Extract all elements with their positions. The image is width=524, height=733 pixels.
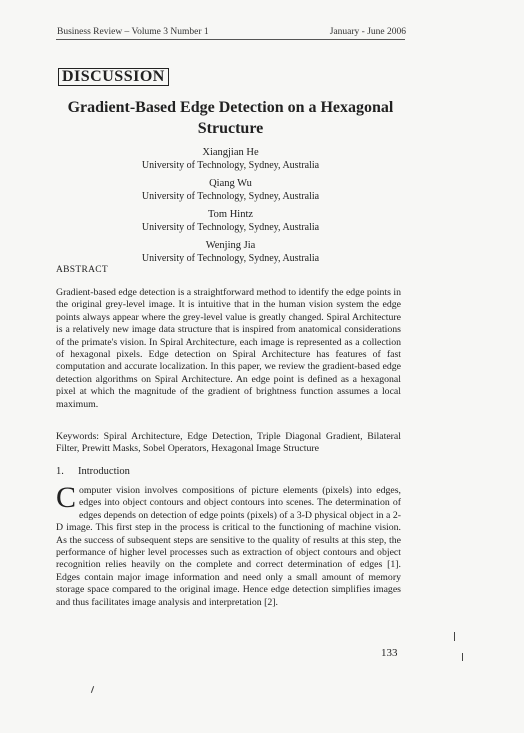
section-heading-introduction	[56, 466, 130, 477]
author-name: Xiangjian He	[202, 147, 259, 158]
keywords: Keywords: Spiral Architecture, Edge Detection, Triple Diagonal Gradient, Bilateral Filter, Prewitt Masks, Sobel Operators, Hexagonal Image Structure	[56, 431, 401, 455]
author-name: Qiang Wu	[209, 178, 252, 189]
author-affiliation: University of Technology, Sydney, Australia	[141, 160, 320, 171]
page-number: 133	[381, 647, 398, 659]
journal-header: Business Review – Volume 3 Number 1	[57, 27, 209, 37]
issue-date: January - June 2006	[329, 27, 406, 37]
introduction-text: omputer vision involves compositions of picture elements (pixels) into edges, edges into object contours and object contours into scenes. The determination of edges depends on detection of edge points (pixels) of a 3-D physical object in a 2-D image. This first step in the process is critical to the functioning of machine vision. As the success of subsequent steps are sensitive to the quality of results at this step, the performance of higher level processes such as extraction of object contours and object recognition relies heavily on the complete and correct determination of edges [1]. Edges contain major image information and need only a small amount of memory storage space compared to the original image. Hence edge detection simplifies images and thus facilitates image analysis and interpretation [2].	[56, 485, 401, 608]
author-affiliation: University of Technology, Sydney, Australia	[141, 222, 320, 233]
section-title: Introduction	[78, 466, 130, 477]
introduction-body	[56, 481, 401, 609]
author-affiliation: University of Technology, Sydney, Australia	[141, 191, 320, 202]
author-name: Tom Hintz	[207, 209, 254, 220]
drop-cap: C	[56, 481, 77, 514]
header-rule	[56, 39, 405, 40]
author-block	[56, 146, 405, 177]
scan-mark	[91, 686, 94, 693]
author-list	[56, 146, 405, 270]
author-block	[56, 208, 405, 239]
scan-mark	[462, 653, 463, 661]
author-affiliation: University of Technology, Sydney, Australia	[141, 253, 320, 264]
author-block	[56, 177, 405, 208]
paper-title: Gradient-Based Edge Detection on a Hexagonal Structure	[67, 99, 394, 137]
section-tag: DISCUSSION	[58, 68, 169, 86]
author-name: Wenjing Jia	[205, 240, 256, 251]
scan-mark	[454, 632, 455, 641]
section-number: 1.	[56, 466, 64, 477]
abstract-heading: ABSTRACT	[56, 265, 109, 275]
abstract-body: Gradient-based edge detection is a straightforward method to identify the edge points in the original grey-level image. It is intuitive that in the human vision system the edge points always appear where the grey-level value is greatly changed. Spiral Architecture is a relatively new image data structure that is inspired from anatomical considerations of the primate's vision. In Spiral Architecture, each image is represented as a collection of hexagonal pixels. Edge detection on Spiral Architecture has features of fast computation and accurate localization. In this paper, we review the gradient-based edge detection algorithms on Spiral Architecture. An edge point is defined as a hexagonal pixel at which the magnitude of the gradient of brightness function assumes a local maximum.	[56, 287, 401, 410]
author-block	[56, 239, 405, 270]
